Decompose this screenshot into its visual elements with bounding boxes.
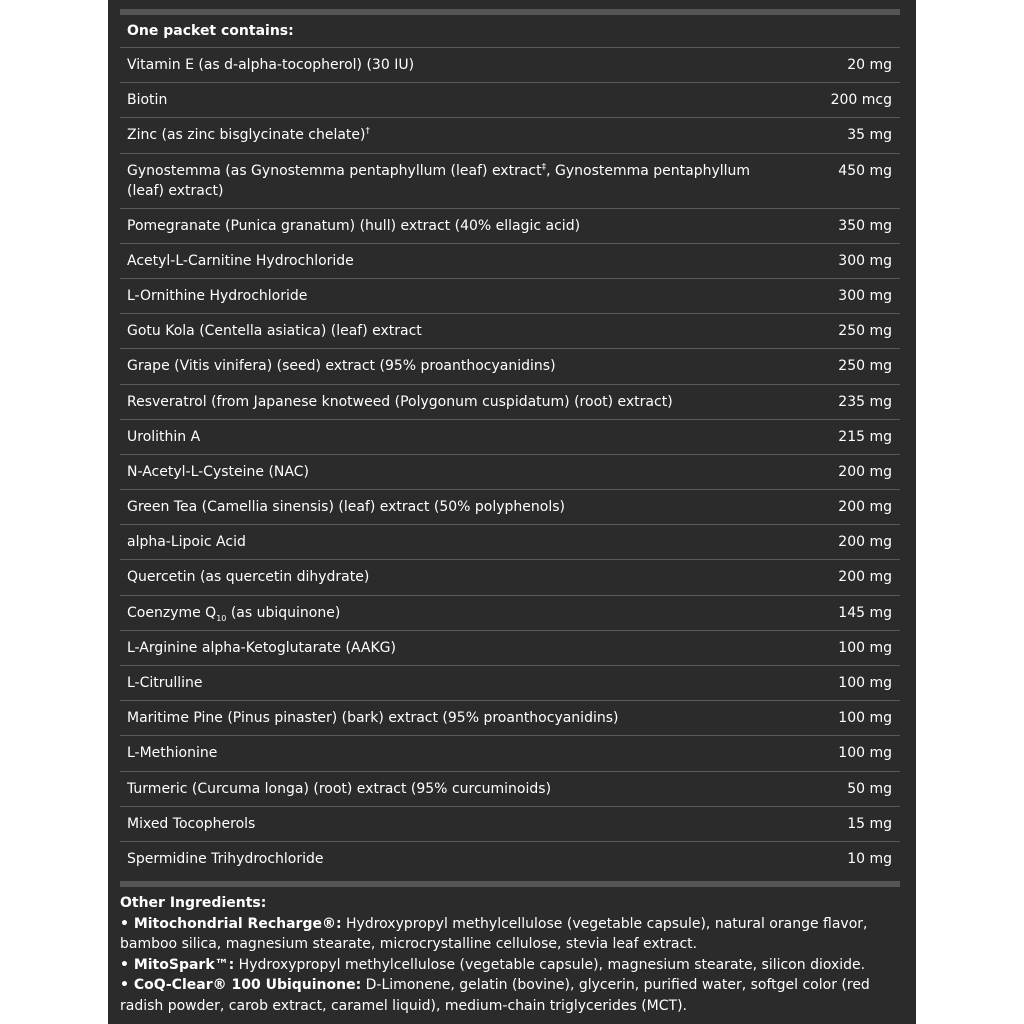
ingredient-name: L-Citrulline [127,675,203,691]
ingredient-amount: 200 mcg [830,92,892,109]
ingredient-name-text: Gynostemma (as Gynostemma pentaphyllum (leaf) extract [127,162,542,179]
ingredient-name: L-Methionine [127,745,218,762]
table-row [120,118,900,153]
product-ingredients: D-Limonene, gelatin (bovine), glycerin, purified water, softgel color (red radish powder, carob extract, caramel liquid), medium-chain triglycerides (MCT). [120,977,870,1014]
ingredient-name: Maritime Pine (Pinus pinaster) (bark) extract (95% proanthocyanidins) [127,710,619,727]
ingredient-amount: 235 mg [838,393,892,410]
table-row [120,279,900,314]
table-row [120,455,900,490]
ingredient-name: Pomegranate (Punica granatum) (hull) extract (40% ellagic acid) [127,217,581,234]
product-ingredients: Hydroxypropyl methylcellulose (vegetable capsule), natural orange flavor, bamboo silica, magnesium stearate, microcrystalline cellulose, stevia leaf extract. [120,915,868,952]
other-ingredients-item [120,955,900,976]
ingredient-name-tail: (as ubiquinone) [226,604,341,621]
table-row [120,154,900,209]
footnote-mark: † [365,126,370,137]
table-row [120,83,900,118]
ingredient-name: Resveratrol (from Japanese knotweed (Polygonum cuspidatum) (root) extract) [127,393,673,410]
ingredient-amount: 100 mg [838,675,892,691]
ingredient-name-text: Coenzyme Q [127,604,217,621]
ingredient-name: N-Acetyl-L-Cysteine (NAC) [127,463,309,480]
table-row [120,244,900,279]
ingredient-amount: 215 mg [838,428,892,445]
footnote-mark: ‡ [541,161,547,172]
product-label: • Mitochondrial Recharge®: [120,915,342,932]
product-ingredients: Hydroxypropyl methylcellulose (vegetable capsule), magnesium stearate, silicon dioxide. [234,956,866,973]
ingredient-amount: 300 mg [838,287,892,304]
ingredient-amount: 200 mg [838,463,892,480]
ingredient-name [127,125,370,145]
ingredient-name: Gotu Kola (Centella asiatica) (leaf) extract [127,323,422,340]
table-row [120,772,900,807]
ingredient-amount: 15 mg [847,815,892,832]
product-label: • MitoSpark™: [120,956,235,973]
ingredient-name [127,603,340,623]
other-ingredients-item [120,975,900,1016]
ingredient-name: Turmeric (Curcuma longa) (root) extract (95% curcuminoids) [127,780,552,797]
table-row [120,525,900,560]
table-row [120,807,900,842]
ingredient-name: Green Tea (Camellia sinensis) (leaf) extract (50% polyphenols) [127,499,565,516]
ingredient-amount: 100 mg [838,745,892,762]
table-row [120,842,900,877]
ingredient-amount: 50 mg [847,780,892,797]
table-row [120,420,900,455]
table-row [120,560,900,595]
other-ingredients-heading: Other Ingredients: [120,895,267,911]
ingredient-amount: 200 mg [838,569,892,586]
table-row [120,48,900,83]
supplement-facts-panel [108,0,916,1024]
table-row [120,631,900,666]
ingredient-name: Acetyl-L-Carnitine Hydrochloride [127,252,354,269]
ingredient-name: Quercetin (as quercetin dihydrate) [127,569,370,586]
table-row [120,490,900,525]
other-ingredients-item [120,914,900,955]
table-row [120,209,900,244]
product-label: • CoQ-Clear® 100 Ubiquinone: [120,977,362,993]
ingredient-name: Spermidine Trihydrochloride [127,850,324,867]
ingredient-name: Mixed Tocopherols [127,815,256,832]
ingredient-name: alpha-Lipoic Acid [127,534,246,551]
table-header-row [120,15,900,48]
ingredient-name: Vitamin E (as d-alpha-tocopherol) (30 IU) [127,57,415,73]
table-row [120,349,900,384]
ingredient-amount: 300 mg [838,252,892,269]
table-row [120,736,900,771]
table-row [120,666,900,701]
ingredient-amount: 200 mg [838,499,892,516]
ingredient-amount: 200 mg [838,534,892,551]
ingredient-amount: 100 mg [838,639,892,656]
subscript: 10 [216,613,227,623]
ingredient-amount: 250 mg [838,358,892,375]
ingredient-amount: 35 mg [847,127,892,144]
ingredient-name-text: Zinc (as zinc bisglycinate chelate) [127,127,366,144]
ingredient-name: L-Arginine alpha-Ketoglutarate (AAKG) [127,639,396,656]
ingredient-amount: 100 mg [838,710,892,727]
ingredient-name: Grape (Vitis vinifera) (seed) extract (95% proanthocyanidins) [127,358,556,375]
ingredient-amount: 145 mg [838,604,892,621]
table-row [120,701,900,736]
ingredient-amount: 250 mg [838,323,892,340]
ingredient-amount: 450 mg [838,162,892,179]
table-row [120,596,900,631]
other-ingredients [120,893,900,1016]
ingredient-name [127,161,777,201]
ingredient-amount: 10 mg [847,850,892,867]
ingredient-name: L-Ornithine Hydrochloride [127,287,308,304]
ingredient-name-tail: , Gynostemma pentaphyllum (leaf) extract) [127,162,751,199]
ingredients-table [120,15,900,877]
table-header: One packet contains: [127,23,294,39]
ingredient-amount: 350 mg [838,217,892,234]
bottom-divider-bar [120,881,900,887]
ingredient-name: Biotin [127,92,168,109]
ingredient-amount: 20 mg [847,57,892,73]
table-row [120,385,900,420]
table-row [120,314,900,349]
ingredient-name: Urolithin A [127,428,201,445]
